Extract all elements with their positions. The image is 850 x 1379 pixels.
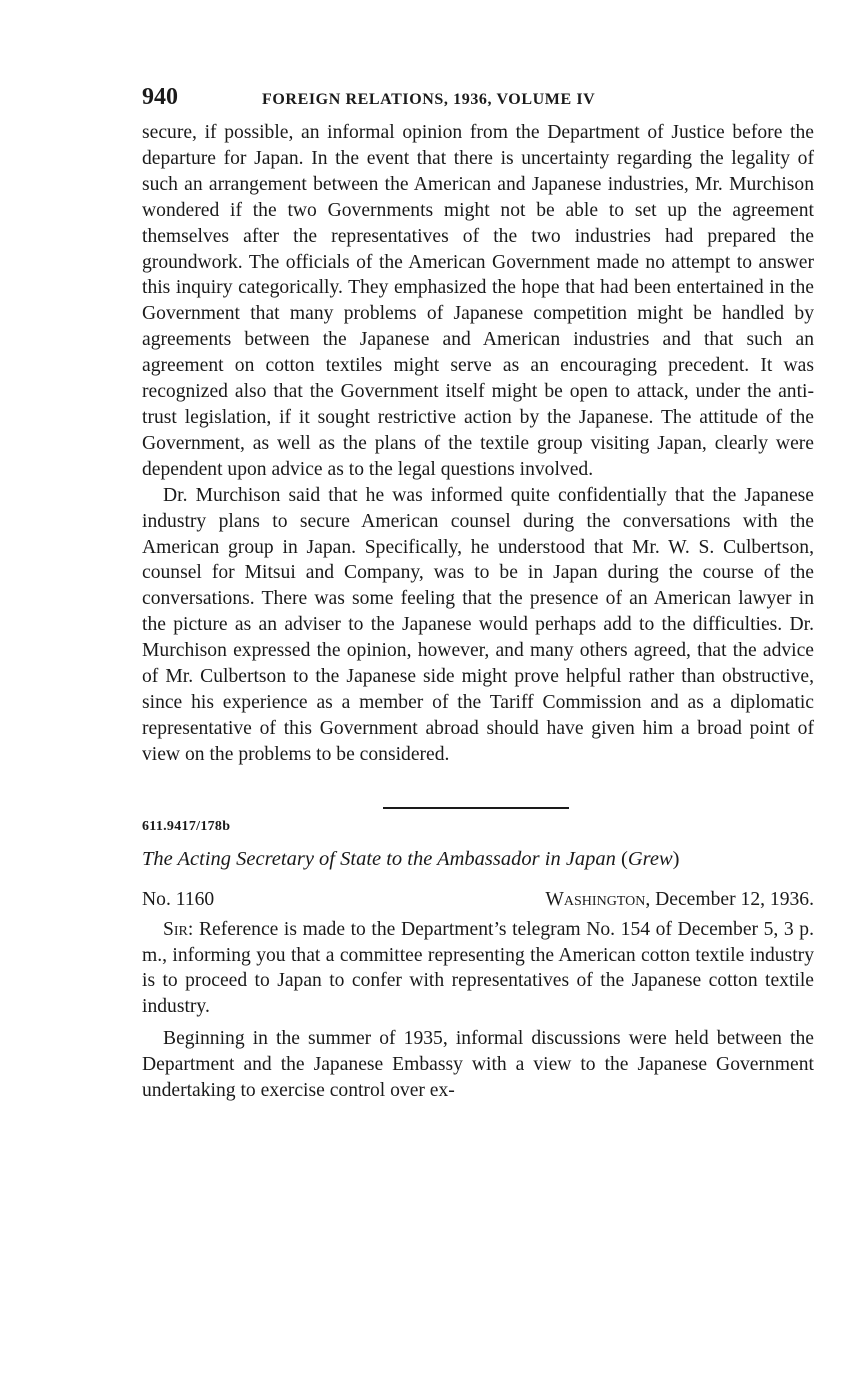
- document-heading-title: The Acting Secretary of State to the Ambassador in Japan: [142, 847, 616, 870]
- section-divider: [383, 807, 569, 809]
- document-heading-name: Grew: [627, 847, 673, 870]
- running-head: [142, 84, 814, 120]
- page-number: 940: [142, 84, 178, 110]
- date: , December 12, 1936.: [645, 888, 814, 910]
- letter-paragraph: Beginning in the summer of 1935, informal discussions were held between the Department and the Japanese Embassy with a view to the Japanese Government undertaking to exercise control over ex-: [142, 1028, 814, 1102]
- continued-paragraph: secure, if possible, an informal opinion from the Department of Justice before the departure for Japan. In the event that there is uncertainty regarding the legality of such an arrangement between the American and Japanese industries, Mr. Murchison wondered if the two Governments might not be able to set up the agreement themselves after the representatives of the two industries had prepared the groundwork. The officials of the American Government made no attempt to answer this inquiry categorically. They emphasized the hope that had been entertained in the Government that many problems of Japanese competition might be handled by agreements between the Japanese and American industries and that such an agreement on cotton textiles might serve as an encouraging precedent. It was recognized also that the Government itself might be open to attack, under the anti-trust legislation, if it sought restrictive action by the Japanese. The attitude of the Government, as well as the plans of the textile group visiting Japan, clearly were dependent upon advice as to the legal questions involved.: [142, 122, 814, 480]
- running-title: FOREIGN RELATIONS, 1936, VOLUME IV: [262, 91, 596, 108]
- letter-paragraph: [142, 917, 814, 1021]
- file-number: 611.9417/178b: [142, 818, 231, 834]
- document-heading: The Acting Secretary of State to the Ambassador in Japan (Grew): [142, 847, 680, 870]
- document-page: [142, 84, 814, 1104]
- letter-paragraph-text: : Reference is made to the Department’s telegram No. 154 of December 5, 3 p. m., informing you that a committee representing the American cotton textile industry is to proceed to Japan to confer with representatives of the Japanese cotton textile industry.: [142, 918, 814, 1018]
- document-number: No. 1160: [142, 888, 215, 910]
- salutation: Sir: [163, 918, 188, 940]
- place: Washington: [545, 888, 646, 910]
- place-and-date: [545, 886, 814, 917]
- dateline: [142, 886, 814, 917]
- body-paragraph: Dr. Murchison said that he was informed quite confidentially that the Japanese industry plans to secure American counsel during the conversations with the American group in Japan. Specifically, he understood that Mr. W. S. Culbertson, counsel for Mitsui and Company, was to be in Japan during the course of the conversations. There was some feeling that the presence of an American lawyer in the picture as an adviser to the Japanese would perhaps add to the difficulties. Dr. Murchison expressed the opinion, however, and many others agreed, that the advice of Mr. Culbertson to the Japanese side might prove helpful rather than obstructive, since his experience as a member of the Tariff Commission and as a diplomatic representative of this Government abroad should have given him a broad point of view on the problems to be considered.: [142, 484, 814, 765]
